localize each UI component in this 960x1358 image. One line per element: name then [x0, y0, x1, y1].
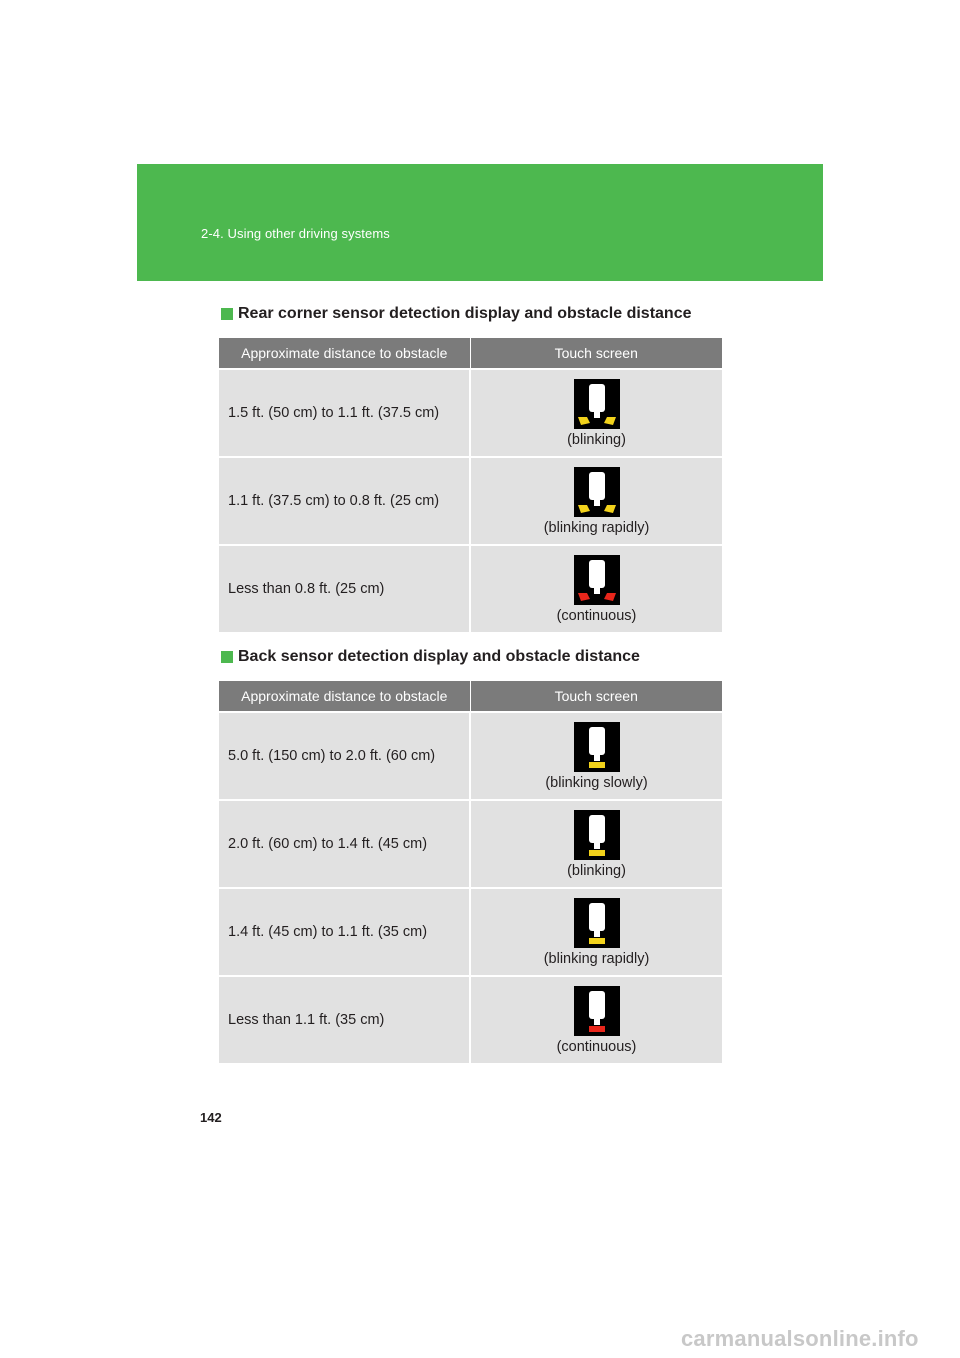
table-row — [219, 800, 722, 888]
section-heading-back — [221, 648, 640, 666]
table-row — [219, 457, 722, 545]
watermark: carmanualsonline.info — [681, 1326, 919, 1351]
screen-cell — [470, 457, 722, 545]
back-sensor-yellow-icon — [574, 898, 620, 948]
screen-cell — [470, 369, 722, 457]
status-caption: (blinking rapidly) — [543, 950, 650, 967]
col-header-distance: Approximate distance to obstacle — [219, 338, 470, 369]
table-row — [219, 545, 722, 632]
back-sensor-table — [219, 681, 722, 1063]
table-row — [219, 888, 722, 976]
status-caption: (blinking rapidly) — [543, 519, 650, 536]
distance-cell: 1.4 ft. (45 cm) to 1.1 ft. (35 cm) — [219, 888, 470, 976]
screen-cell — [470, 800, 722, 888]
screen-cell — [470, 712, 722, 800]
back-sensor-red-icon — [574, 986, 620, 1036]
screen-cell — [470, 888, 722, 976]
back-sensor-yellow-icon — [574, 722, 620, 772]
page-number: 142 — [200, 1110, 222, 1125]
distance-cell: 1.1 ft. (37.5 cm) to 0.8 ft. (25 cm) — [219, 457, 470, 545]
screen-cell — [470, 976, 722, 1063]
chapter-header-band — [137, 164, 823, 281]
screen-cell — [470, 545, 722, 632]
status-caption: (blinking) — [567, 431, 626, 448]
distance-cell: 1.5 ft. (50 cm) to 1.1 ft. (37.5 cm) — [219, 369, 470, 457]
section-heading-back-text: Back sensor detection display and obstacle distance — [238, 648, 640, 665]
section-heading-corner-text: Rear corner sensor detection display and obstacle distance — [238, 305, 692, 322]
status-caption: (continuous) — [556, 607, 637, 624]
table-row — [219, 976, 722, 1063]
status-caption: (blinking slowly) — [545, 774, 648, 791]
distance-cell: Less than 0.8 ft. (25 cm) — [219, 545, 470, 632]
corner-sensor-yellow-icon — [574, 467, 620, 517]
table-row — [219, 369, 722, 457]
distance-cell: Less than 1.1 ft. (35 cm) — [219, 976, 470, 1063]
col-header-screen: Touch screen — [470, 338, 722, 369]
back-sensor-yellow-icon — [574, 810, 620, 860]
col-header-screen: Touch screen — [470, 681, 722, 712]
distance-cell: 5.0 ft. (150 cm) to 2.0 ft. (60 cm) — [219, 712, 470, 800]
chapter-title: 2-4. Using other driving systems — [201, 226, 390, 241]
section-heading-corner — [221, 305, 691, 323]
table-header-row — [219, 338, 722, 369]
col-header-distance: Approximate distance to obstacle — [219, 681, 470, 712]
status-caption: (blinking) — [567, 862, 626, 879]
square-bullet-icon — [221, 308, 233, 320]
corner-sensor-table — [219, 338, 722, 632]
square-bullet-icon — [221, 651, 233, 663]
distance-cell: 2.0 ft. (60 cm) to 1.4 ft. (45 cm) — [219, 800, 470, 888]
corner-sensor-yellow-icon — [574, 379, 620, 429]
table-row — [219, 712, 722, 800]
table-header-row — [219, 681, 722, 712]
status-caption: (continuous) — [556, 1038, 637, 1055]
corner-sensor-red-icon — [574, 555, 620, 605]
